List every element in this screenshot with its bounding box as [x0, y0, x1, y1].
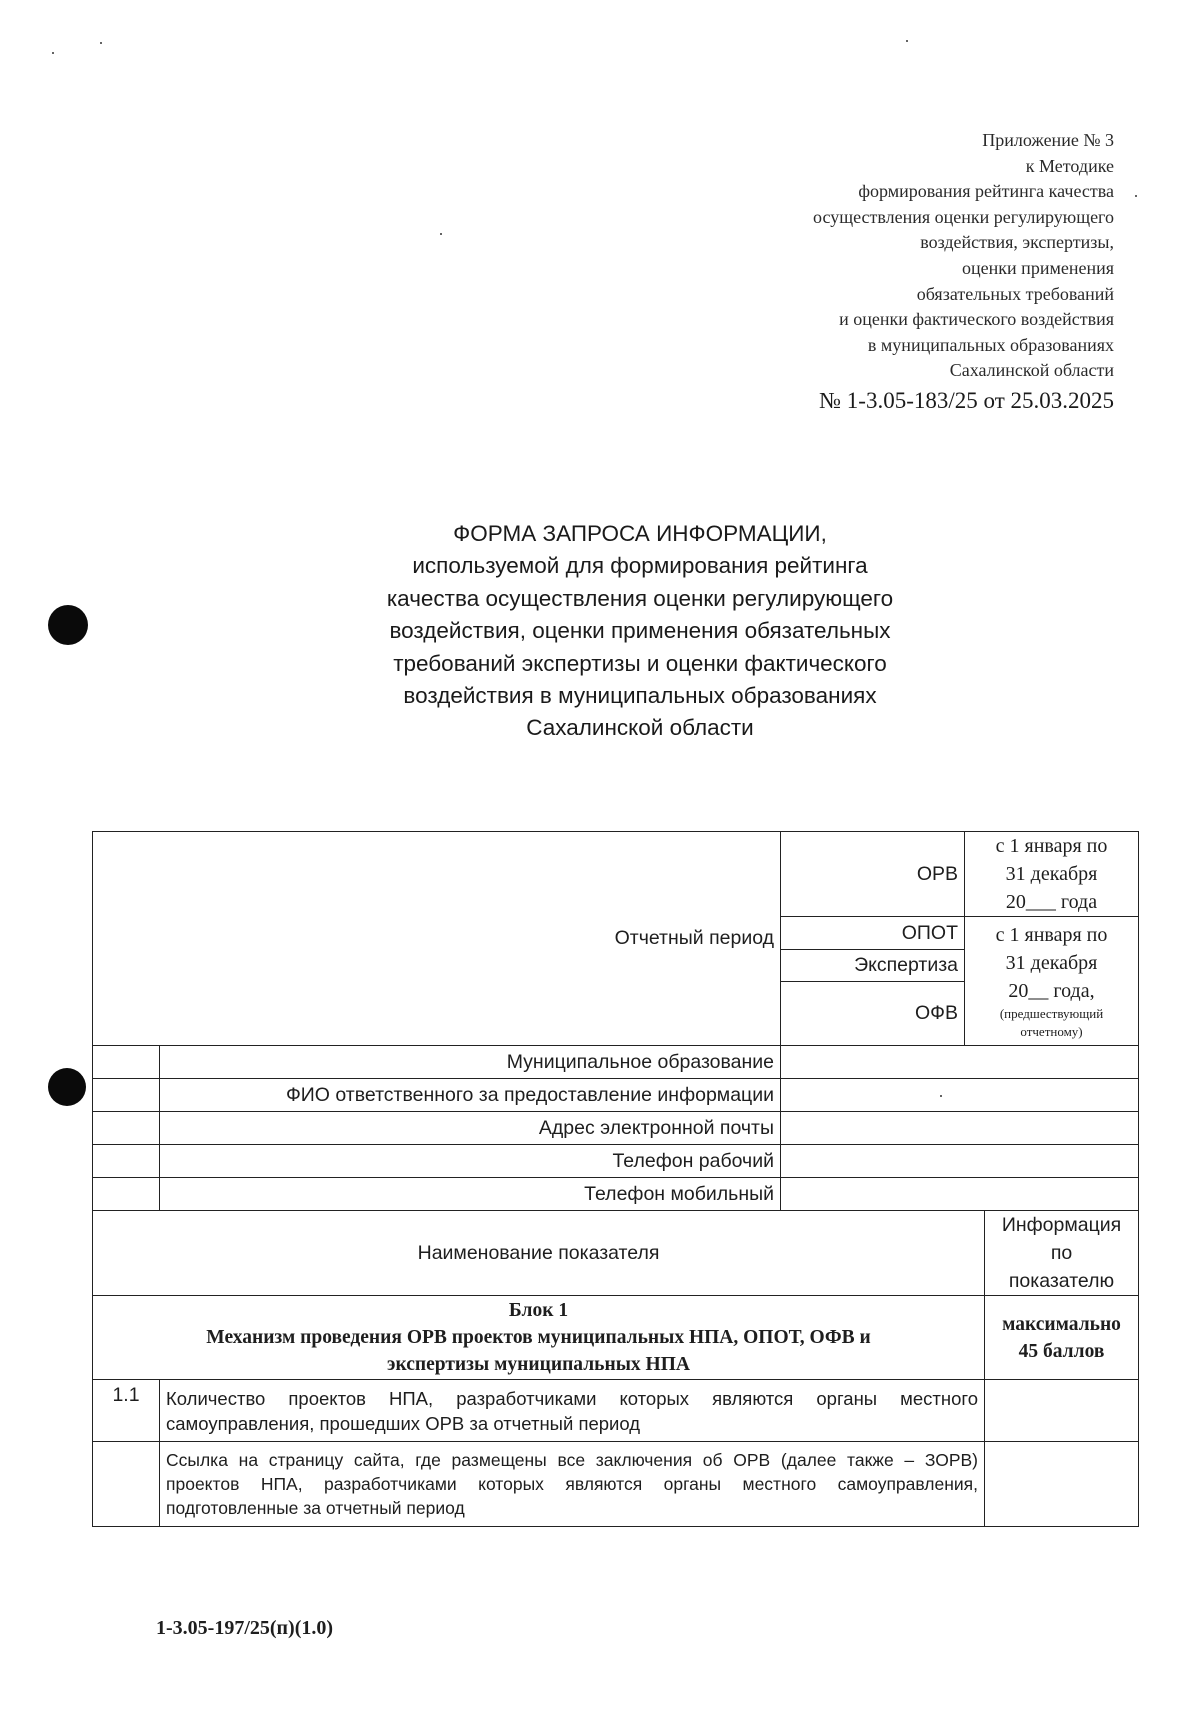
- scan-speck: [1135, 195, 1137, 197]
- period-label-cell: [93, 832, 781, 1046]
- punch-hole-mark: [48, 1068, 86, 1106]
- contact-empty-cell: [93, 1178, 160, 1211]
- mobile-phone-field[interactable]: [781, 1178, 1139, 1211]
- other-range-note: (предшествующий: [999, 1006, 1104, 1021]
- appendix-line: к Методике: [1025, 155, 1114, 176]
- document-number: № 1-3.05-183/25 от 25.03.2025: [819, 387, 1114, 413]
- period-row: [93, 832, 1139, 917]
- punch-hole-mark: [48, 605, 88, 645]
- work-phone-field[interactable]: [781, 1145, 1139, 1178]
- block-score-line: 45 баллов: [1018, 1340, 1105, 1362]
- contact-label: Муниципальное образование: [506, 1050, 775, 1073]
- scan-speck: [52, 52, 54, 54]
- block-title-line: Механизм проведения ОРВ проектов муниципальных НПА, ОПОТ, ОФВ и: [206, 1327, 871, 1348]
- period-type-cell: [781, 950, 965, 982]
- contact-label: Телефон рабочий: [612, 1149, 775, 1172]
- other-range-cell: [965, 917, 1139, 1046]
- appendix-line: и оценки фактического воздействия: [839, 309, 1114, 330]
- document-title: [280, 518, 1000, 745]
- other-range-line: 20__ года,: [1008, 980, 1095, 1002]
- contact-row: [93, 1112, 1139, 1145]
- period-type-cell: [781, 982, 965, 1046]
- appendix-line: обязательных требований: [916, 283, 1114, 304]
- contact-empty-cell: [93, 1112, 160, 1145]
- period-type-orv: ОРВ: [916, 862, 959, 885]
- indicator-value-field[interactable]: [985, 1380, 1139, 1442]
- title-line: Сахалинской области: [526, 715, 754, 741]
- period-type-cell: [781, 917, 965, 950]
- contact-row: [93, 1079, 1139, 1112]
- info-heading-line: показателю: [1008, 1270, 1115, 1292]
- indicator-number-cell: [93, 1442, 160, 1527]
- contact-label-cell: [160, 1112, 781, 1145]
- contact-row: [93, 1145, 1139, 1178]
- appendix-line: воздействия, экспертизы,: [920, 232, 1114, 253]
- title-line: ФОРМА ЗАПРОСА ИНФОРМАЦИИ,: [453, 521, 827, 546]
- indicator-text: Ссылка на страницу сайта, где размещены все заключения об ОРВ (далее также – ЗОРВ) проектов НПА, разработчиками которых являются органы местного самоуправления, подготовленные за отчетный период: [166, 1450, 979, 1518]
- block-1-score-cell: [985, 1296, 1139, 1380]
- scan-speck: [906, 40, 908, 42]
- responsible-person-field[interactable]: [781, 1079, 1139, 1112]
- title-line: качества осуществления оценки регулирующего: [386, 585, 894, 611]
- indicator-row: [93, 1442, 1139, 1527]
- period-type-ofv: ОФВ: [915, 1002, 959, 1024]
- orv-range-cell: [965, 832, 1139, 917]
- appendix-reference: [813, 128, 1114, 416]
- orv-range-line: с 1 января по: [995, 835, 1108, 857]
- indicator-text-cell: [160, 1442, 985, 1527]
- orv-range-line: 20___ года: [1005, 891, 1098, 913]
- indicator-value-field[interactable]: [985, 1442, 1139, 1527]
- appendix-line: в муниципальных образованиях: [867, 334, 1114, 355]
- contact-label: ФИО ответственного за предоставление информации: [285, 1083, 775, 1106]
- indicators-header-row: [93, 1211, 1139, 1296]
- contact-label-cell: [160, 1178, 781, 1211]
- indicator-text: Количество проектов НПА, разработчиками которых являются органы местного самоуправления, прошедших ОРВ за отчетный период: [166, 1387, 979, 1434]
- appendix-line: осуществления оценки регулирующего: [813, 206, 1114, 227]
- scan-speck: [100, 42, 102, 44]
- contact-row: [93, 1046, 1139, 1079]
- municipality-field[interactable]: [781, 1046, 1139, 1079]
- title-line: используемой для формирования рейтинга: [412, 553, 868, 579]
- contact-row: [93, 1178, 1139, 1211]
- footer-document-code: 1-3.05-197/25(п)(1.0): [156, 1617, 334, 1639]
- contact-label: Телефон мобильный: [584, 1182, 775, 1205]
- period-type-cell: [781, 832, 965, 917]
- contact-empty-cell: [93, 1046, 160, 1079]
- appendix-line: оценки применения: [962, 257, 1114, 278]
- scan-speck: [440, 233, 442, 235]
- period-label: Отчетный период: [614, 927, 775, 949]
- other-range-line: 31 декабря: [1005, 952, 1098, 974]
- indicator-row: [93, 1380, 1139, 1442]
- title-line: воздействия, оценки применения обязательных: [389, 618, 891, 644]
- appendix-line: формирования рейтинга качества: [858, 181, 1114, 202]
- appendix-line: Сахалинской области: [949, 360, 1114, 381]
- other-range-note: отчетному): [1020, 1024, 1083, 1039]
- block-title-line: Блок 1: [508, 1300, 569, 1321]
- block-1-row: [93, 1296, 1139, 1380]
- contact-empty-cell: [93, 1145, 160, 1178]
- period-type-opot: ОПОТ: [901, 921, 959, 944]
- block-score-line: максимально: [1002, 1313, 1121, 1335]
- block-title-line: экспертизы муниципальных НПА: [387, 1354, 690, 1375]
- other-range-line: с 1 января по: [995, 924, 1108, 946]
- indicator-name-heading: Наименование показателя: [417, 1241, 660, 1264]
- contact-label-cell: [160, 1079, 781, 1112]
- title-line: требований экспертизы и оценки фактического: [393, 650, 887, 676]
- indicator-name-header: [93, 1211, 985, 1296]
- period-type-expertise: Экспертиза: [854, 954, 959, 976]
- title-line: воздействия в муниципальных образованиях: [403, 683, 877, 709]
- contact-empty-cell: [93, 1079, 160, 1112]
- indicator-info-header: [985, 1211, 1139, 1296]
- email-field[interactable]: [781, 1112, 1139, 1145]
- contact-label-cell: [160, 1145, 781, 1178]
- indicator-text-cell: [160, 1380, 985, 1442]
- info-heading-line: Информация по: [1001, 1214, 1122, 1264]
- orv-range-line: 31 декабря: [1005, 863, 1098, 885]
- information-request-table: [92, 831, 1139, 1527]
- indicator-number-cell: [93, 1380, 160, 1442]
- block-1-title-cell: [93, 1296, 985, 1380]
- contact-label: Адрес электронной почты: [538, 1116, 775, 1139]
- indicator-number: 1.1: [112, 1384, 140, 1406]
- contact-label-cell: [160, 1046, 781, 1079]
- appendix-line: Приложение № 3: [982, 130, 1114, 150]
